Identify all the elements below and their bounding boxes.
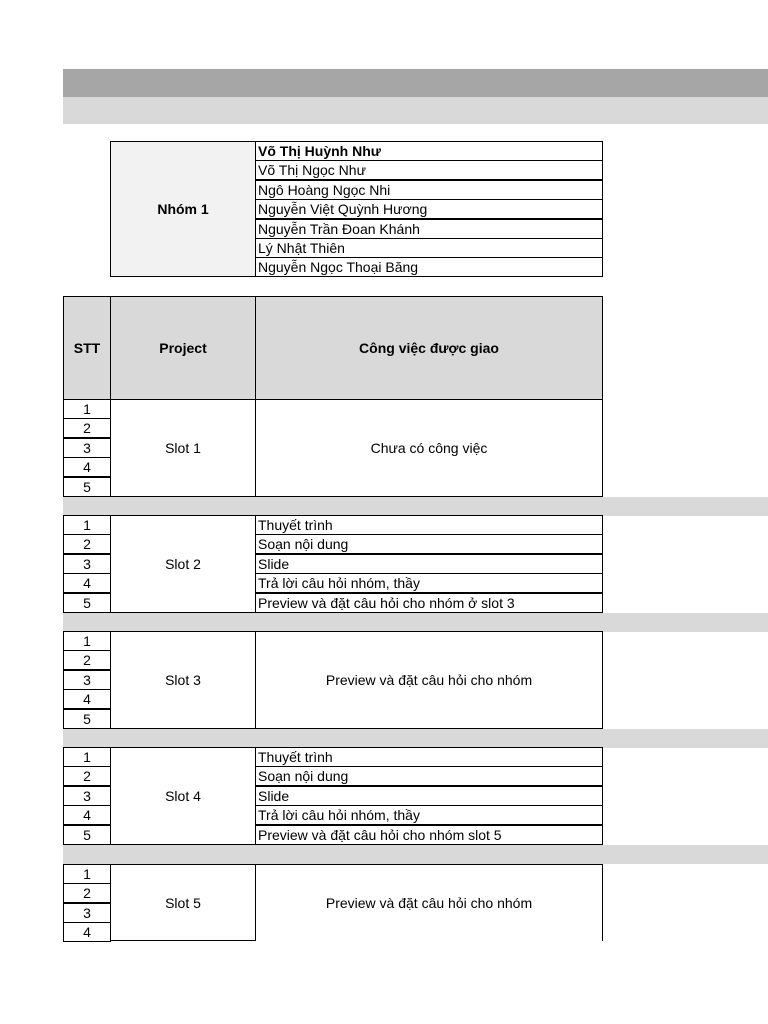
sheet-subheader-band <box>63 97 768 124</box>
slot-separator <box>63 845 768 864</box>
member-cell[interactable]: Võ Thị Huỳnh Như <box>255 141 603 161</box>
row-number[interactable]: 2 <box>63 418 111 438</box>
task-cell[interactable]: Trả lời câu hỏi nhóm, thầy <box>255 573 603 593</box>
member-cell[interactable]: Nguyễn Trần Đoan Khánh <box>255 219 603 239</box>
row-number[interactable]: 1 <box>63 631 111 651</box>
task-cell[interactable]: Preview và đặt câu hỏi cho nhóm ở slot 3 <box>255 593 603 613</box>
project-cell[interactable]: Slot 1 <box>110 399 256 497</box>
row-number[interactable]: 3 <box>63 786 111 806</box>
task-cell[interactable]: Thuyết trình <box>255 747 603 767</box>
row-number[interactable]: 5 <box>63 477 111 497</box>
row-number[interactable]: 5 <box>63 825 111 845</box>
task-cell[interactable]: Soạn nội dung <box>255 766 603 786</box>
row-number[interactable]: 4 <box>63 689 111 709</box>
row-number[interactable]: 4 <box>63 573 111 593</box>
row-number[interactable]: 2 <box>63 650 111 670</box>
member-cell[interactable]: Lý Nhật Thiên <box>255 238 603 258</box>
project-cell[interactable]: Slot 4 <box>110 747 256 845</box>
task-cell[interactable]: Soạn nội dung <box>255 534 603 554</box>
row-number[interactable]: 1 <box>63 864 111 884</box>
row-number[interactable]: 5 <box>63 709 111 729</box>
header-project: Project <box>110 296 256 400</box>
slot-separator <box>63 613 768 632</box>
slot-separator <box>63 729 768 748</box>
row-number[interactable]: 4 <box>63 805 111 825</box>
project-cell[interactable]: Slot 5 <box>110 864 256 941</box>
row-number[interactable]: 3 <box>63 438 111 458</box>
member-cell[interactable]: Nguyễn Ngọc Thoại Băng <box>255 257 603 277</box>
member-cell[interactable]: Võ Thị Ngọc Như <box>255 160 603 180</box>
task-cell[interactable]: Thuyết trình <box>255 515 603 535</box>
row-number[interactable]: 2 <box>63 766 111 786</box>
row-number[interactable]: 1 <box>63 515 111 535</box>
row-number[interactable]: 4 <box>63 922 111 942</box>
header-stt: STT <box>63 296 111 400</box>
member-cell[interactable]: Ngô Hoàng Ngọc Nhi <box>255 180 603 200</box>
group-label: Nhóm 1 <box>110 141 256 277</box>
project-cell[interactable]: Slot 2 <box>110 515 256 613</box>
slot-separator <box>63 497 768 516</box>
row-number[interactable]: 1 <box>63 399 111 419</box>
row-number[interactable]: 5 <box>63 593 111 613</box>
task-cell[interactable]: Slide <box>255 554 603 574</box>
row-number[interactable]: 3 <box>63 554 111 574</box>
task-cell[interactable]: Chưa có công việc <box>255 399 603 497</box>
task-cell[interactable]: Trả lời câu hỏi nhóm, thầy <box>255 805 603 825</box>
project-cell[interactable]: Slot 3 <box>110 631 256 729</box>
row-number[interactable]: 3 <box>63 903 111 923</box>
task-cell[interactable]: Slide <box>255 786 603 806</box>
task-cell[interactable]: Preview và đặt câu hỏi cho nhóm slot 5 <box>255 825 603 845</box>
task-cell[interactable]: Preview và đặt câu hỏi cho nhóm <box>255 631 603 729</box>
row-number[interactable]: 1 <box>63 747 111 767</box>
sheet-header-band <box>63 69 768 97</box>
row-number[interactable]: 4 <box>63 457 111 477</box>
task-cell[interactable]: Preview và đặt câu hỏi cho nhóm <box>255 864 603 941</box>
header-task: Công việc được giao <box>255 296 603 400</box>
row-number[interactable]: 2 <box>63 883 111 903</box>
member-cell[interactable]: Nguyễn Việt Quỳnh Hương <box>255 199 603 219</box>
row-number[interactable]: 2 <box>63 534 111 554</box>
row-number[interactable]: 3 <box>63 670 111 690</box>
